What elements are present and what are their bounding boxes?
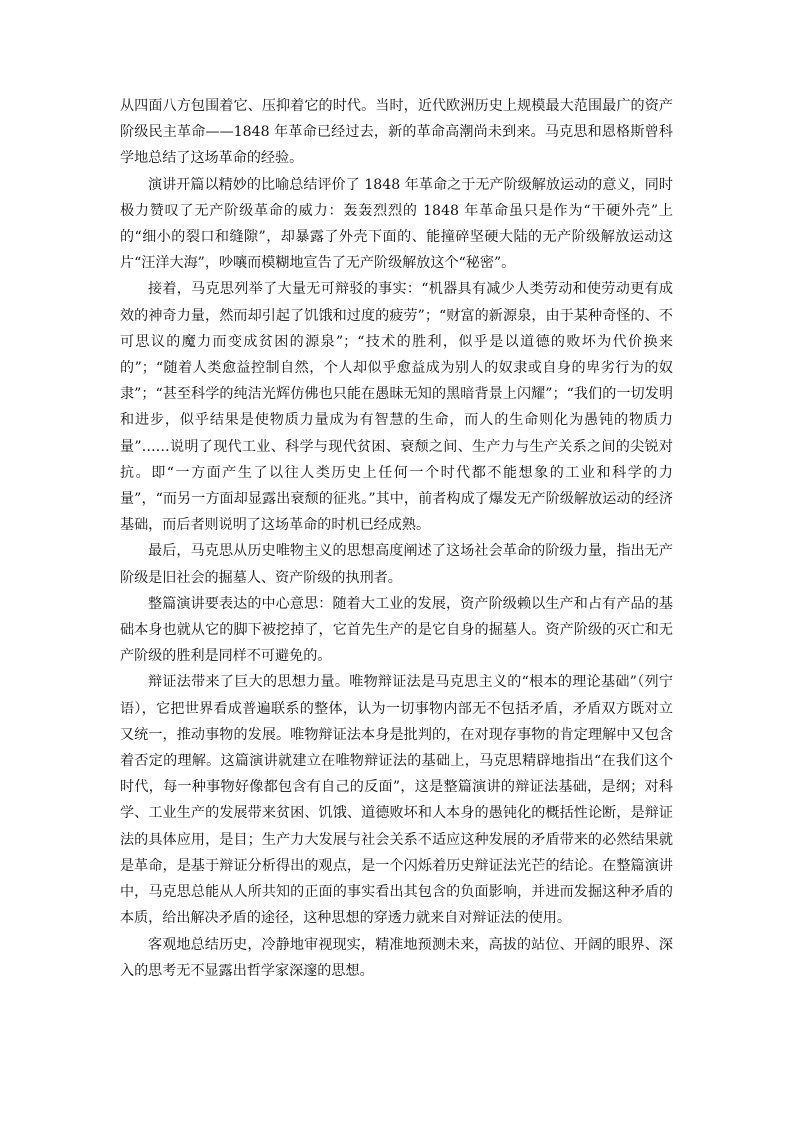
paragraph-7: 客观地总结历史，冷静地审视现实，精准地预测未来，高拔的站位、开阔的眼界、深入的思考无不显露出哲学家深邃的思想。	[120, 936, 673, 979]
paragraph-4: 最后，马克思从历史唯物主义的思想高度阐述了这场社会革命的阶级力量，指出无产阶级是旧社会的掘墓人、资产阶级的执刑者。	[120, 543, 673, 586]
paragraph-1: 从四面八方包围着它、压抑着它的时代。当时，近代欧洲历史上规模最大范围最广的资产阶级民主革命——1848 年革命已经过去，新的革命高潮尚未到来。马克思和恩格斯曾科学地总结了这场革命的经验。	[120, 98, 673, 167]
paragraph-5: 整篇演讲要表达的中心意思：随着大工业的发展，资产阶级赖以生产和占有产品的基础本身也就从它的脚下被挖掉了，它首先生产的是它自身的掘墓人。资产阶级的灭亡和无产阶级的胜利是同样不可避免的。	[120, 595, 673, 665]
body-text	[120, 93, 673, 984]
paragraph-3: 接着，马克思列举了大量无可辩驳的事实：“机器具有减少人类劳动和使劳动更有成效的神奇力量，然而却引起了饥饿和过度的疲劳”；“财富的新源泉，由于某种奇怪的、不可思议的魔力而变成贫困的源泉”；“技术的胜利，似乎是以道德的败坏为代价换来的”；“随着人类愈益控制自然，个人却似乎愈益成为别人的奴隶或自身的卑劣行为的奴隶”；“甚至科学的纯洁光辉仿佛也只能在愚昧无知的黑暗背景上闪耀”；“我们的一切发明和进步，似乎结果是使物质力量成为有智慧的生命，而人的生命则化为愚钝的物质力量”……说明了现代工业、科学与现代贫困、衰颓之间、生产力与生产关系之间的尖锐对抗。即“一方面产生了以往人类历史上任何一个时代都不能想象的工业和科学的力量”，“而另一方面却显露出衰颓的征兆。”其中，前者构成了爆发无产阶级解放运动的经济基础，而后者则说明了这场革命的时机已经成熟。	[120, 281, 673, 534]
paragraph-2: 演讲开篇以精妙的比喻总结评价了 1848 年革命之于无产阶级解放运动的意义，同时极力赞叹了无产阶级革命的威力：轰轰烈烈的 1848 年革命虽只是作为“干硬外壳”上的“细小的裂口和缝隙”，却暴露了外壳下面的、能撞碎坚硬大陆的无产阶级解放运动这片“汪洋大海”，吵嚷而模糊地宣告了无产阶级解放这个“秘密”。	[120, 176, 673, 272]
paragraph-6: 辩证法带来了巨大的思想力量。唯物辩证法是马克思主义的“根本的理论基础”（列宁语），它把世界看成普遍联系的整体，认为一切事物内部无不包括矛盾，矛盾双方既对立又统一，推动事物的发展。唯物辩证法本身是批判的，在对现存事物的肯定理解中又包含着否定的理解。这篇演讲就建立在唯物辩证法的基础上，马克思精辟地指出“在我们这个时代，每一种事物好像都包含有自己的反面”，这是整篇演讲的辩证法基础，是纲；对科学、工业生产的发展带来贫困、饥饿、道德败坏和人本身的愚钝化的概括性论断，是辩证法的具体应用，是目；生产力大发展与社会关系不适应这种发展的矛盾带来的必然结果就是革命，是基于辩证分析得出的观点，是一个闪烁着历史辩证法光芒的结论。在整篇演讲中，马克思总能从人所共知的正面的事实看出其包含的负面影响，并进而发掘这种矛盾的本质，给出解决矛盾的途径，这种思想的穿透力就来自对辩证法的使用。	[120, 674, 673, 927]
